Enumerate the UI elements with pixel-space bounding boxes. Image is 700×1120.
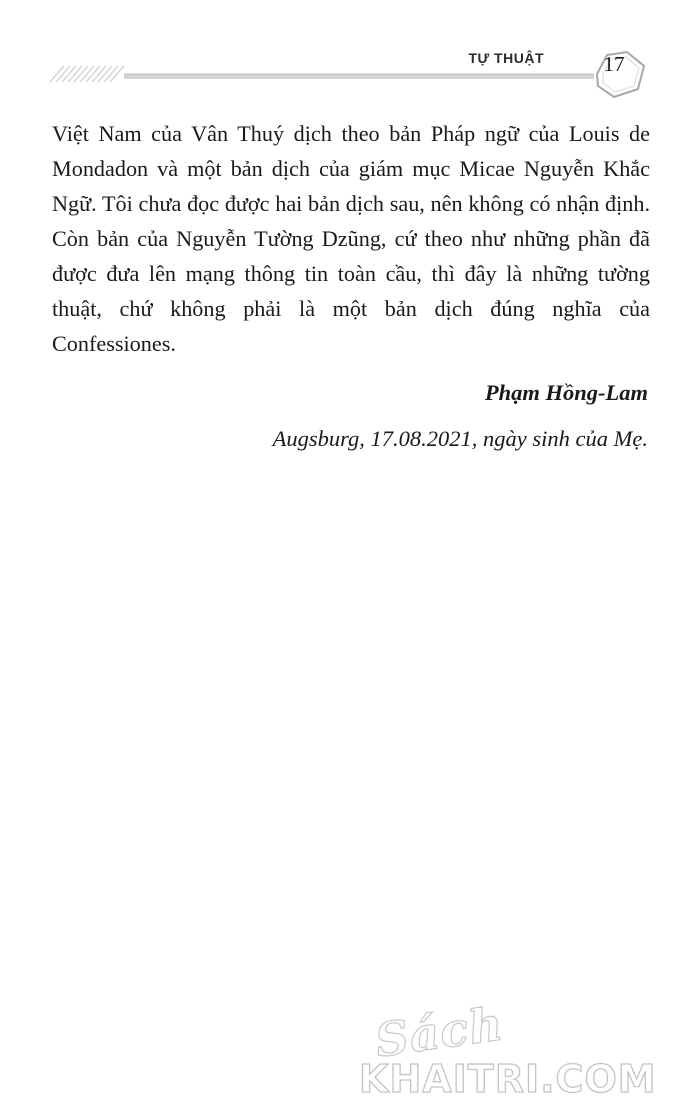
body-paragraph: Việt Nam của Vân Thuý dịch theo bản Pháp ngữ của Louis de Mondadon và một bản dịch của giám mục Micae Nguyễn Khắc Ngữ. Tôi chưa đọc được hai bản dịch sau, nên không có nhận định. Còn bản của Nguyễn Tường Dzũng, cứ theo như những phần đã được đưa lên mạng thông tin toàn cầu, thì đây là những tường thuật, chứ không phải là một bản dịch đúng nghĩa của Confessiones. [52,121,650,356]
page-number: 17 [603,52,625,76]
watermark-script: Sách [371,996,507,1068]
watermark-logo [355,996,685,1113]
watermark-brand: KHAITRI.COM [359,1057,657,1101]
date-line: Augsburg, 17.08.2021, ngày sinh của Mẹ. [272,426,648,451]
author-signature: Phạm Hồng-Lam [484,380,648,405]
hatch-lines [50,66,124,82]
page-header [0,0,700,110]
running-title: TỰ THUẬT [468,50,544,66]
header-rule [124,74,594,79]
